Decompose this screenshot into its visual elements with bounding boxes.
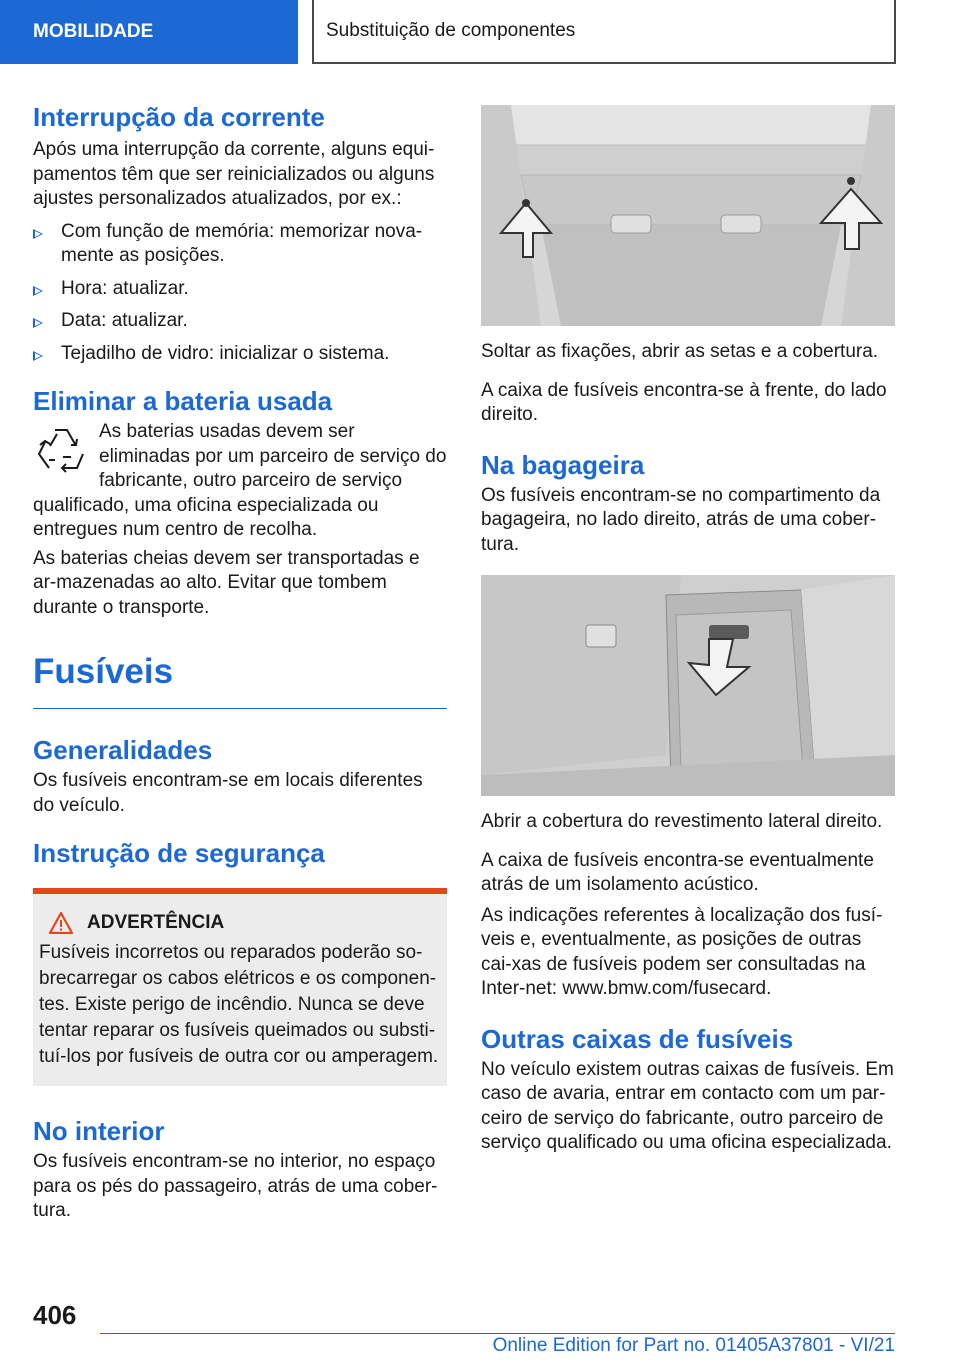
dispose-battery-text: As baterias usadas devem ser eliminadas por um parceiro de serviço do fabricante, outro parceiro de serviço qualificado, uma oficina especializada ou entregues num centro de recolha. [33,421,447,540]
fuse-cover-front-illustration [481,105,895,326]
luggage-text: Os fusíveis encontram-se no compartimento da bagageira, no lado direito, atrás de uma cober-tura. [481,484,881,555]
list-item: Hora: atualizar. [33,277,447,302]
warning-text: Fusíveis incorretos ou reparados poderão so-brecarregar os cabos elétricos e os componen-tes. Existe perigo de incêndio. Nunca se deve tentar reparar os fusíveis queimados ou substi-tuí-los por fusíveis de outra cor ou amperagem. [39,942,439,1067]
heading-safety-instruction: Instrução de segurança [33,838,325,868]
chapter-divider [33,708,447,709]
heading-other-fuse-boxes: Outras caixas de fusíveis [481,1023,794,1054]
acoustic-insulation-text: A caixa de fusíveis encontra-se eventualmente atrás de um isolamento acústico. [481,849,874,895]
luggage-cover-image [481,575,895,796]
interior-text: Os fusíveis encontram-se no interior, no espaço para os pés do passageiro, atrás de uma cober-tura. [33,1151,438,1221]
left-column [33,100,447,1224]
list-item: Com função de memória: memorizar nova-mente as posições. [33,220,447,269]
dispose-battery-block [33,420,447,543]
bullet-triangle-icon [33,318,43,328]
figure-caption-1: Soltar as fixações, abrir as setas e a cobertura. [481,341,879,362]
heading-dispose-battery: Eliminar a bateria usada [33,386,333,416]
power-interruption-intro: Após uma interrupção da corrente, alguns equi-pamentos têm que ser reinicializados ou alguns ajustes personalizados atualizados, por ex.: [33,139,435,209]
bullet-triangle-icon [33,351,43,361]
fusecard-text: As indicações referentes à localização dos fusí-veis e, eventualmente, as posições de outras cai-xas de fusíveis podem ser consultadas na Inter-net: www.bmw.com/fusecard. [481,904,883,999]
list-item: Data: atualizar. [33,309,447,334]
warning-title: ADVERTÊNCIA [87,912,225,933]
warning-triangle-icon [49,912,73,934]
list-item: Tejadilho de vidro: inicializar o sistema. [33,342,447,367]
power-interruption-list [33,220,447,367]
warning-title-row [33,894,447,934]
warning-box [33,888,447,1086]
heading-interior: No interior [33,1116,165,1146]
heading-general: Generalidades [33,735,213,765]
general-text: Os fusíveis encontram-se em locais diferentes do veículo. [33,770,423,816]
chapter-heading-fuses: Fusíveis [33,652,174,691]
chapter-title: Substituição de componentes [312,0,896,64]
section-tab: MOBILIDADE [0,0,298,64]
bullet-triangle-icon [33,229,43,239]
footer-divider [100,1333,895,1334]
bullet-triangle-icon [33,286,43,296]
full-battery-transport-text: As baterias cheias devem ser transportadas e ar-mazenadas ao alto. Evitar que tombem durante o transporte. [33,547,420,618]
luggage-cover-illustration [481,575,895,796]
heading-power-interruption: Interrupção da corrente [33,102,325,132]
other-fuse-boxes-text: No veículo existem outras caixas de fusíveis. Em caso de avaria, entrar em contacto com um par-ceiro de serviço do fabricante, outro parceiro de serviço qualificado ou uma oficina especializada. [481,1058,894,1153]
recycling-icon [33,424,89,482]
front-fuse-box-text: A caixa de fusíveis encontra-se à frente, do lado direito. [481,379,887,425]
page-number: 406 [33,1300,77,1330]
figure-caption-2: Abrir a cobertura do revestimento lateral direito. [481,811,883,832]
edition-note: Online Edition for Part no. 01405A37801 - VI/21 [492,1335,895,1356]
heading-luggage: Na bagageira [481,449,645,480]
fuse-cover-front-image [481,105,895,326]
right-column [481,105,895,1156]
